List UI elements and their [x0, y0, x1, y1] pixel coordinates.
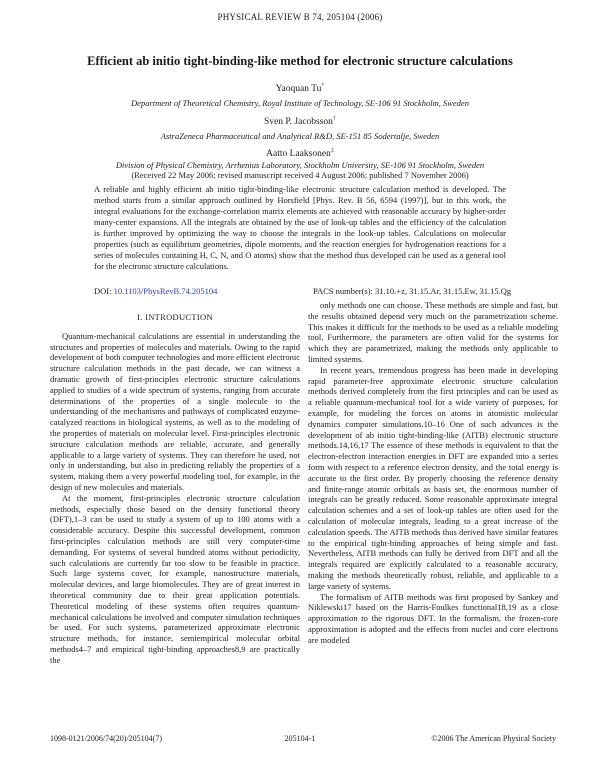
received-dates: (Received 22 May 2006; revised manuscript received 4 August 2006; published 7 November 2006): [131, 170, 469, 180]
footer-page-number: 205104-1: [284, 734, 316, 743]
footnote-mark[interactable]: †: [332, 115, 336, 122]
paragraph: At the moment, first-principles electronic structure calculation methods, especially those based on the density functional theory (DFT),1–3 can be used to study a system of up to 100 atoms with a considerable accuracy. Despite this successful development, common first-principles calculation methods are still very computer-time demanding. For systems of several hundred atoms without periodicity, such calculations are currently far too slow to be feasible in practice. Such large systems cover, for example, nanostructure materials, molecular devices, and large biomolecules. They are of great interest in theoretical community due to their great application potentials. Theoretical modeling of these systems often requires quantum-mechanical calculations be involved and computer simulation techniques be used. For such systems, parameterized approximate electronic structure methods, for instance, semiempirical molecular orbital methods4–7 and empirical tight-binding approaches8,9 are practically the: [50, 492, 300, 665]
footnote-mark[interactable]: ‡: [330, 147, 334, 154]
affiliation-2: AstraZeneca Pharmaceutical and Analytical R&D, SE-151 85 Sodertalje, Sweden: [160, 131, 440, 141]
affiliation-1: Department of Theoretical Chemistry, Royal Institute of Technology, SE-106 91 Stockholm, Sweden: [131, 98, 469, 108]
abstract: A reliable and highly efficient ab initio tight-binding-like electronic structure calculation method is developed. The method starts from a similar approach outlined by Horsfield [Phys. Rev. B 56, 6594 (1997)], but in this work, the integral evaluations for the exchange-correlation matrix elements are achieved with reasonable accuracy by higher-order many-center expansions. All the integrals are obtained by the use of look-up tables and the efficiency of the calculation is further improved by optimizing the way to choose the integrals in the look-up tables. Calculations on molecular properties (such as equilibrium geometries, dipole moments, and the reaction energies for hydrogenation reactions for a series of molecules containing H, C, N, and O atoms) show that the method thus developed can be used as a general tool for the electronic structure calculations.: [94, 184, 506, 271]
right-column: [308, 300, 558, 646]
affiliation-3: Division of Physical Chemistry, Arrhenius Laboratory, Stockholm University, SE-106 91 Stockholm, Sweden: [115, 160, 485, 170]
paragraph: The formalism of AITB methods was first proposed by Sankey and Niklewski17 based on the Harris-Foulkes functional18,19 as a close approximation to the rigorous DFT. In the formalism, the frozen-core approximation is adopted and the effects from nuclei and core electrons are modeled: [308, 591, 558, 645]
paragraph: Quantum-mechanical calculations are essential in understanding the structures and properties of molecules and materials. Owing to the rapid development of both computer technologies and more efficient electronic structure calculation methods in the past decade, we can witness a dramatic growth of first-principles electronic structure calculations applied to studies of a wide spectrum of systems, ranging from accurate determinations of the properties of a single molecule to the understanding of the mechanisms and pathways of complicated enzyme-catalyzed reactions in biological systems, as well as to the modeling of the properties of materials on molecular level. First-principles electronic structure calculation methods are reliable, accurate, and generally applicable to a large variety of systems. They can therefore be used, not only in understanding, but also in predicting reliably the properties of a system, making them a very powerful modeling tool, for example, in the design of new molecules and materials.: [50, 330, 300, 492]
author-name: Aatto Laaksonen: [266, 149, 331, 159]
journal-header: PHYSICAL REVIEW B 74, 205104 (2006): [217, 12, 383, 22]
author-name: Yaoquan Tu: [275, 84, 322, 94]
footer-issn: 1098-0121/2006/74(20)/205104(7): [50, 734, 162, 743]
footer-copyright: ©2006 The American Physical Society: [431, 734, 556, 743]
left-column: [50, 300, 300, 666]
pacs-numbers: PACS number(s): 31.10.+z, 31.15.Ar, 31.15.Ew, 31.15.Qg: [313, 286, 512, 296]
paragraph: only methods one can choose. These methods are simple and fast, but the results obtained depend very much on the parametrization scheme. This makes it difficult for the methods to be used as a reliable modeling tool. Furthermore, the parameters are often valid for the systems for which they are parametrized, making the methods only applicable to limited systems.: [308, 300, 558, 364]
author-3: [0, 149, 600, 159]
author-1: [0, 84, 600, 94]
author-name: Sven P. Jacobsson: [264, 117, 333, 127]
doi-line: [94, 286, 217, 296]
footnote-mark[interactable]: *: [321, 82, 325, 89]
doi-link[interactable]: 10.1103/PhysRevB.74.205104: [113, 286, 218, 296]
paper-title: Efficient ab initio tight-binding-like method for electronic structure calculations: [87, 54, 513, 68]
paragraph: In recent years, tremendous progress has been made in developing rapid parameter-free approximate electronic structure calculation methods derived completely from the first principles and can be used as a reliable quantum-mechanical tool for a wide variety of purposes, for example, for modeling the forces on atoms in atomistic molecular dynamics computer simulations.10–16 One of such advances is the development of ab initio tight-binding-like (AITB) electronic structure methods.14,16,17 The essence of these methods is equivalent to that the electron-electron interaction energies in DFT are expanded into a series form with respect to a reference electron density, and the total energy is accurate to the first order. By properly choosing the reference density and finite-range atomic orbitals as basis set, the enormous number of integrals can be greatly reduced. Some reasonable approximate integral calculation schemes and a set of look-up tables are often used for the calculation of molecular integrals, leading to a great increase of the calculation speeds. The AITB methods thus derived have similar features to the empirical tight-binding approaches of being simple and fast. Nevertheless, AITB methods can fully be derived from DFT and all the integrals required are explicitly calculated to a reasonable accuracy, making the methods theoretically robust, reliable, and applicable to a large variety of systems.: [308, 364, 558, 591]
doi-label: DOI:: [94, 286, 112, 296]
section-heading: I. INTRODUCTION: [137, 312, 213, 322]
author-2: [0, 117, 600, 127]
